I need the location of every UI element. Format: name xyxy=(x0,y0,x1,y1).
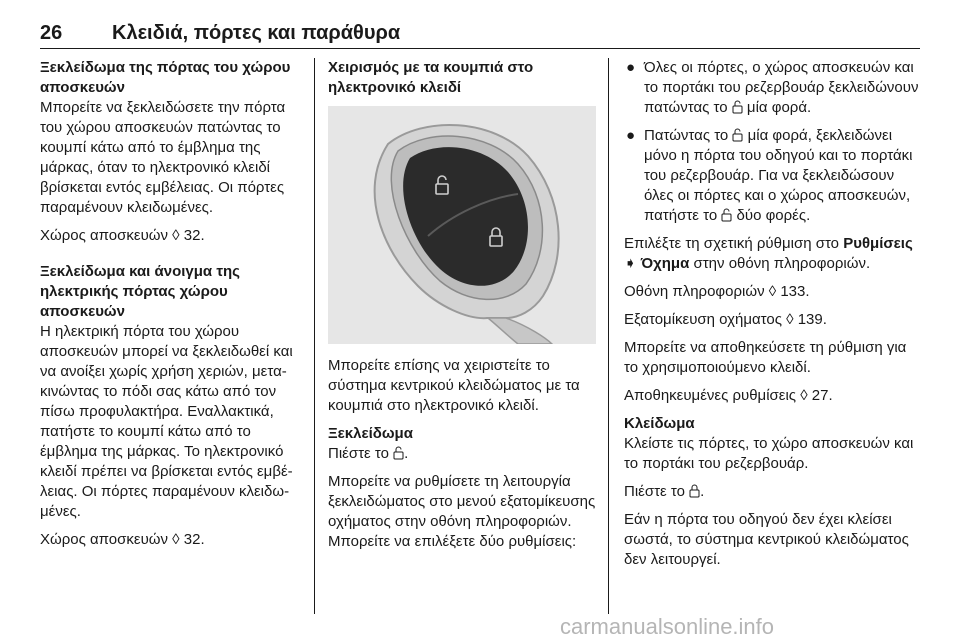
watermark: carmanualsonline.info xyxy=(560,614,775,639)
reference-text: Χώρος αποσκευών xyxy=(40,227,168,244)
list-item xyxy=(624,126,924,226)
cross-reference xyxy=(624,386,924,406)
figure-caption: Μπορείτε επίσης να χειριστείτε το σύστημα κεντρικού κλειδώματος με τα κουμπιά στο ηλεκτρονικό κλειδί. xyxy=(328,357,580,414)
column-divider xyxy=(608,58,609,614)
list-item-text: Πατώντας το xyxy=(644,127,729,144)
unlock-icon xyxy=(721,208,732,222)
instruction-text: Πιέστε το xyxy=(624,483,685,500)
instruction-text: Πιέστε το xyxy=(328,445,389,462)
menu-path-vehicle: Όχημα xyxy=(640,255,690,272)
unlock-icon xyxy=(732,100,743,114)
cross-reference xyxy=(40,226,302,246)
settings-path-paragraph xyxy=(624,234,924,274)
section-heading-key-buttons: Χειρισμός με τα κουμπιά στο ηλεκτρονικό κλειδί xyxy=(328,59,534,96)
unlock-icon xyxy=(393,446,404,460)
unlock-settings-body: Μπορείτε να ρυθμίσετε τη λειτουργία ξεκλειδώματος στο μενού εξατομίκευσης οχήματος στην οθόνη πληροφοριών. Μπορείτε να επιλέξετε δύο ρυθμίσεις: xyxy=(328,473,596,550)
paragraph-text: Επιλέξτε τη σχετική ρύθμιση στο xyxy=(624,235,840,252)
cross-reference xyxy=(624,282,924,302)
reference-page: 32. xyxy=(183,227,205,244)
menu-arrow-icon: ➧ xyxy=(624,255,637,272)
save-setting-paragraph: Μπορείτε να αποθηκεύσετε τη ρύθμιση για το χρησιμοποιούμενο κλειδί. xyxy=(624,339,907,376)
column-1 xyxy=(40,58,302,558)
reference-text: Εξατομίκευση οχήματος xyxy=(624,311,782,328)
lock-instruction xyxy=(624,482,924,502)
trunk-unlock-body: Μπορείτε να ξεκλειδώσετε την πόρτα του χώρου αποσκευών πατώντας το κουμπί κάτω από το έμβλημα της μάρκας, όταν το ηλεκτρονικό κλειδί βρίσκεται εντός εμβέλειας. Οι πόρτες παραμένουν κλειδωμένες. xyxy=(40,99,286,216)
header-rule xyxy=(40,48,920,49)
cross-reference xyxy=(40,530,302,550)
list-item-text: μία φορά. xyxy=(746,99,812,116)
column-3 xyxy=(624,58,924,578)
page-ref-arrow-icon: ◊ xyxy=(172,227,180,244)
reference-text: Χώρος αποσκευών xyxy=(40,531,168,548)
list-item-text: δύο φορές. xyxy=(736,207,811,224)
page-ref-arrow-icon: ◊ xyxy=(800,387,808,404)
lock-body: Κλείστε τις πόρτες, το χώρο αποσκευών και το πορτάκι του ρεζερβουάρ. xyxy=(624,435,914,472)
cross-reference xyxy=(624,310,924,330)
reference-page: 27. xyxy=(811,387,833,404)
power-liftgate-body: Η ηλεκτρική πόρτα του χώρου αποσκευών μπορεί να ξεκλειδωθεί και να ανοίξει χωρίς χρήση χεριών, μετακινώντας το πόδι σας κάτω από τον πίσω προφυλακτήρα. Εναλλακτικά, πατήστε το κουμπί κάτω από το έμβλημα της μάρκας. Το ηλεκτρονικό κλειδί πρέπει να βρίσκεται εντός εμβέλειας. Οι πόρτες παραμένουν κλειδωμένες. xyxy=(40,323,293,520)
section-heading-unlock: Ξεκλείδωμα xyxy=(328,425,413,442)
menu-path-settings: Ρυθμίσεις xyxy=(843,235,913,252)
page-number: 26 xyxy=(40,22,63,44)
page-ref-arrow-icon: ◊ xyxy=(172,531,180,548)
reference-page: 139. xyxy=(797,311,827,328)
section-heading-lock: Κλείδωμα xyxy=(624,415,695,432)
reference-text: Οθόνη πληροφοριών xyxy=(624,283,765,300)
bullet-icon: ● xyxy=(626,59,636,76)
list-item-text: μία φορά, ξεκλειδώνει μόνο η πόρτα του οδηγού και το πορτάκι του ρεζερβουάρ. Για να ξεκλειδώσουν όλες οι πόρτες και ο χώρος αποσκευών, πατήστε το xyxy=(644,127,913,224)
unlock-instruction xyxy=(328,444,596,464)
reference-page: 133. xyxy=(780,283,810,300)
paragraph-text: στην οθόνη πληροφοριών. xyxy=(693,255,871,272)
unlock-icon xyxy=(732,128,743,142)
page-title: Κλειδιά, πόρτες και παράθυρα xyxy=(112,22,401,44)
page-header xyxy=(40,18,920,48)
list-item xyxy=(624,58,924,118)
electronic-key-illustration xyxy=(328,106,596,344)
lock-icon xyxy=(689,484,700,498)
column-2 xyxy=(328,58,596,560)
page-ref-arrow-icon: ◊ xyxy=(786,311,794,328)
bullet-icon: ● xyxy=(626,127,636,144)
page-ref-arrow-icon: ◊ xyxy=(768,283,777,300)
instruction-text-end: . xyxy=(404,445,409,462)
column-divider xyxy=(314,58,315,614)
section-heading-power-liftgate: Ξεκλείδωμα και άνοιγμα της ηλεκτρικής πόρτας χώρου αποσκευών xyxy=(40,263,240,320)
reference-text: Αποθηκευμένες ρυθμίσεις xyxy=(624,387,797,404)
electronic-key-figure xyxy=(328,106,596,344)
list-item-text: Όλες οι πόρτες, ο χώρος αποσκευών και το πορτάκι του ρεζερβουάρ ξεκλειδώνουν πατώντας το xyxy=(644,59,919,116)
lock-warning: Εάν η πόρτα του οδηγού δεν έχει κλείσει σωστά, το σύστημα κεντρικού κλειδώματος δεν λειτουργεί. xyxy=(624,511,909,568)
section-heading-trunk-unlock: Ξεκλείδωμα της πόρτας του χώρου αποσκευών xyxy=(40,59,291,96)
reference-page: 32. xyxy=(183,531,205,548)
instruction-text-end: . xyxy=(700,483,705,500)
